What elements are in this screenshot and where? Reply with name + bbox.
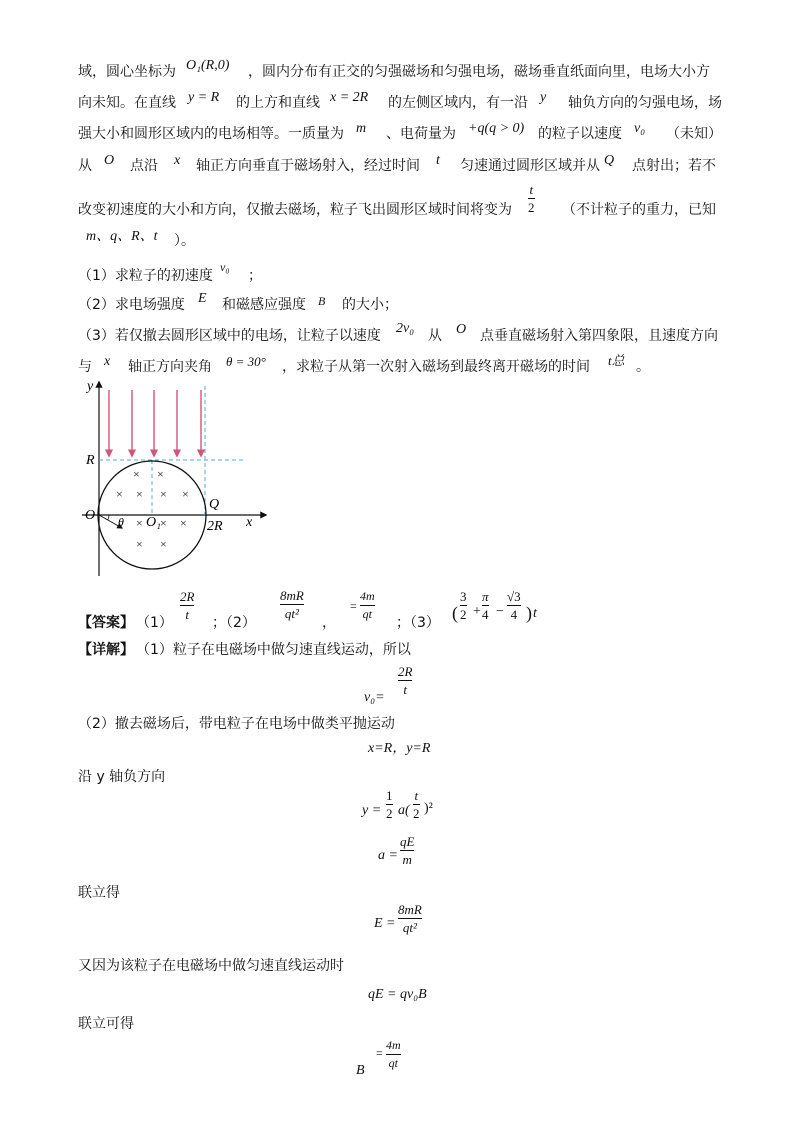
label-theta: θ [118,515,124,529]
math-var: Q [604,153,615,168]
denominator: 2 [386,806,393,821]
numerator: 8mR [398,902,422,917]
minus: − [496,604,504,619]
fraction [482,589,489,622]
denominator: 2 [413,806,420,821]
text: ，求粒子从第一次射入磁场到最终离开磁场的时间 [282,359,590,375]
denominator: qt² [284,606,299,621]
fraction [386,1038,401,1071]
math-known-vars: m、q、R、t [86,229,158,244]
math-text: a = [378,848,398,863]
denominator: 4 [510,607,518,622]
cross-mark: × [180,516,187,530]
text: ， [322,615,336,631]
math-var: m [356,121,367,136]
fraction [386,788,393,821]
answer-label: 【答案】 [78,615,134,631]
physics-diagram [76,376,276,580]
math-var: 2v₀ [396,321,415,336]
numerator: √3 [507,589,521,604]
numerator: 4m [386,1038,401,1052]
text: 。 [636,359,650,375]
formula-xy: x=R，y=R [368,741,431,756]
cross-mark: × [136,487,143,501]
angle-arc [108,515,109,520]
numerator: t [529,182,534,197]
denominator: 2 [528,200,535,215]
cross-mark: × [160,516,167,530]
fraction [507,589,521,622]
cross-mark: × [136,537,143,551]
math-var: B [356,1063,365,1078]
math-var: B [318,294,326,308]
math-text: a( [398,803,410,818]
eq-sign: = [350,599,357,613]
label-Q: Q [209,497,220,512]
text: 的粒子以速度 [538,126,622,142]
text: （1）粒子在电磁场中做匀速直线运动，所以 [136,642,411,658]
math-var: x [104,354,111,369]
math-eq: y = R [188,90,220,105]
math-var: v₀ [634,121,646,136]
numerator: 2R [398,664,413,679]
text: 、电荷量为 [386,126,456,142]
text: ；（3） [396,615,440,631]
numerator: 4m [360,589,375,603]
denominator: m [402,852,412,867]
fraction [413,788,420,821]
numerator: 8mR [280,588,304,603]
text: ；（2） [212,615,256,631]
text: （1）求粒子的初速度 [78,268,213,284]
fraction-answer-2b [360,589,375,622]
math-var: t [533,606,537,621]
denominator: 2 [460,607,467,622]
text: 从 [78,158,92,174]
math-var: x [174,153,181,168]
text: （不计粒子的重力，已知 [562,202,716,218]
text: 向未知。在直线 [78,95,176,111]
math-var: v₀ [220,260,230,274]
math-var: t总 [608,353,625,368]
math-text: E = [374,916,396,931]
cross-mark: × [182,487,189,501]
explain-6: 联立可得 [78,1016,134,1032]
denominator: t [403,682,408,697]
fraction [398,902,422,935]
label-2R: 2R [207,519,223,534]
fraction [400,834,414,867]
text: 轴正方向夹角 [128,359,212,375]
text: （1） [136,615,173,631]
text: ； [248,268,262,284]
explain-label: 【详解】 [78,642,134,658]
numerator: 3 [460,589,467,604]
text: 与 [78,359,92,375]
label-y: y [87,379,94,394]
math-center: O₁(R,0) [186,58,230,73]
label-O1: O₁ [146,515,161,530]
text: （3）若仅撤去圆形区域中的电场，让粒子以速度 [78,328,381,344]
cross-mark: × [136,516,143,530]
cross-mark: × [160,487,167,501]
text: 改变初速度的大小和方向，仅撤去磁场，粒子飞出圆形区域时间将变为 [78,202,512,218]
math-angle: θ = 30° [226,354,266,369]
text: 从 [428,328,442,344]
text: 轴正方向垂直于磁场射入，经过时间 [196,158,420,174]
explain-4: 联立得 [78,885,120,901]
fraction [460,589,467,622]
fraction-answer-1 [180,589,194,622]
denominator: qt [388,1056,398,1070]
denominator: t [185,607,190,622]
math-var: y [540,90,547,105]
fraction-answer-2a [280,588,304,621]
math-var: O [104,153,115,168]
eq-sign: = [376,1046,383,1060]
text: ）。 [174,233,195,249]
fraction-half-t [528,182,535,215]
math-var: E [198,291,207,306]
text: 域，圆心坐标为 [78,64,176,80]
text: 和磁感应强度 [222,297,306,313]
text: 的大小； [342,297,398,313]
text: 匀速通过圆形区域并从 [460,158,600,174]
cross-mark: × [116,487,123,501]
explain-3: 沿 y 轴负方向 [78,769,166,785]
numerator: π [482,589,489,604]
text: 强大小和圆形区域内的电场相等。一质量为 [78,126,344,142]
denominator: qt [362,607,372,621]
formula-qE: qE = qv₀B [368,987,427,1002]
fraction [398,664,412,697]
math-var: O [456,322,467,337]
text: ，圆内分布有正交的匀强磁场和匀强电场，磁场垂直纸面向里，电场大小方 [248,64,710,80]
math-text: )² [424,801,433,816]
plus: + [473,604,481,619]
text: （未知） [666,126,722,142]
explain-5: 又因为该粒子在电磁场中做匀速直线运动时 [78,958,344,974]
numerator: 2R [180,589,195,604]
math-text: y = [362,803,382,818]
math-eq: x = 2R [330,90,369,105]
label-O: O [85,508,96,523]
text: 点垂直磁场射入第四象限，且速度方向 [480,328,718,344]
denominator: 4 [482,607,489,622]
cross-mark: × [160,537,167,551]
math-charge: +q(q > 0) [468,121,525,136]
label-x: x [246,515,253,530]
text: 点沿 [130,158,158,174]
explain-2: （2）撤去磁场后，带电粒子在电场中做类平抛运动 [78,716,395,732]
numerator: 1 [386,788,393,803]
label-R: R [86,453,95,468]
cross-mark: × [157,467,164,481]
cross-mark: × [133,467,140,481]
math-text: v₀= [364,690,385,705]
math-var: t [436,153,440,168]
numerator: t [414,788,419,803]
text: 的上方和直线 [236,95,320,111]
numerator: qE [400,834,415,849]
text: 点射出；若不 [632,158,716,174]
text: （2）求电场强度 [78,297,185,313]
denominator: qt² [402,920,417,935]
text: 的左侧区域内，有一沿 [388,95,528,111]
text: 轴负方向的匀强电场，场 [568,95,722,111]
